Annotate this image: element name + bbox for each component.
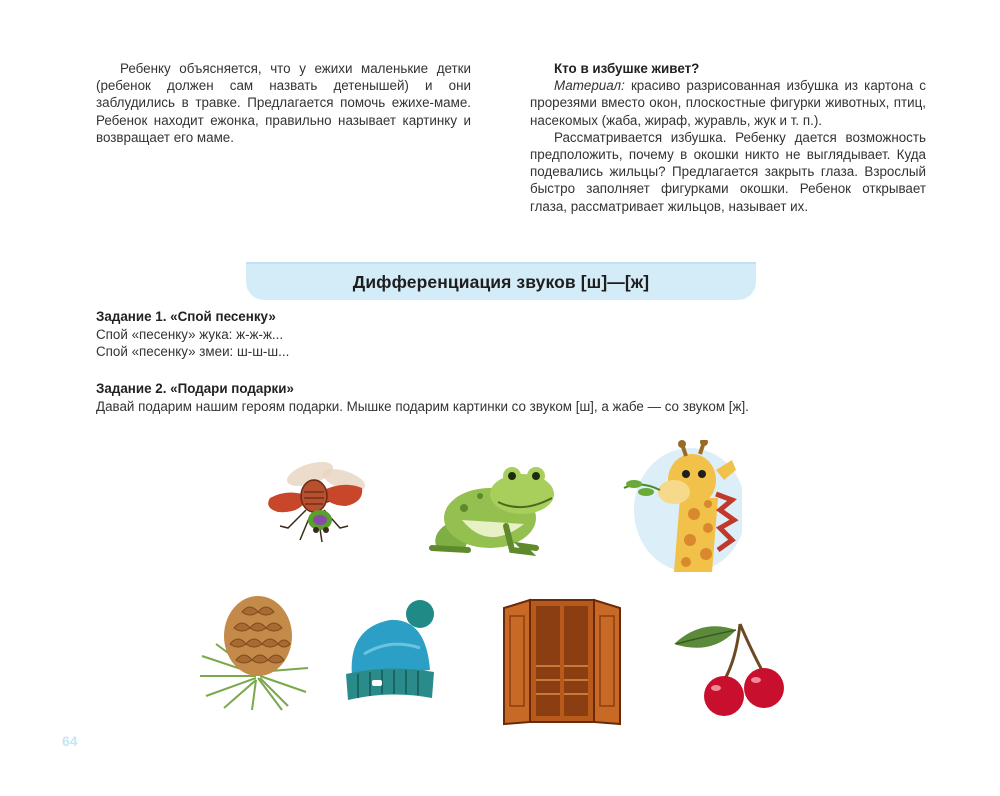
beetle-picture <box>258 458 370 550</box>
task-1-line-2: Спой «песенку» змеи: ш-ш-ш... <box>96 344 290 359</box>
task-2-title: Задание 2. «Подари подарки» <box>96 381 294 396</box>
section-title: Дифференциация звуков [ш]—[ж] <box>352 272 650 292</box>
section-banner <box>246 262 756 302</box>
material-paragraph <box>530 77 926 129</box>
pine-cone-picture <box>196 592 316 712</box>
left-column <box>96 60 471 146</box>
right-column <box>530 60 926 215</box>
wardrobe-picture <box>500 596 624 726</box>
giraffe-picture <box>620 440 742 574</box>
material-text: красиво разрисованная избушка из картона с прорезями вместо окон, плоскостные фигурки животных, птиц, насекомых (жаба, жираф, журавль, жук и т. п.). <box>530 78 926 128</box>
material-label: Материал: <box>554 78 625 94</box>
cherries-picture <box>666 612 792 720</box>
knit-hat-picture <box>344 598 440 706</box>
right-paragraph: Рассматривается избушка. Ребенку дается возможность предположить, почему в окошки никто не выглядывает. Куда подевались жильцы? Предлагается закрыть глаза. Взрослый быстро заполняет фигурками окошки. Ребенок открывает глаза, рассматривает жильцов, называет их. <box>530 129 926 214</box>
right-heading: Кто в избушке живет? <box>554 61 700 76</box>
task-1-title: Задание 1. «Спой песенку» <box>96 309 276 324</box>
frog-picture <box>428 462 566 558</box>
left-paragraph: Ребенку объясняется, что у ежихи маленькие детки (ребенок должен сам назвать детенышей) и они заблудились в травке. Предлагается помочь ежихе-маме. Ребенок находит ежонка, правильно называет картинку и возвращает его маме. <box>96 61 471 145</box>
task-1-line-1: Спой «песенку» жука: ж-ж-ж... <box>96 326 284 342</box>
task-2 <box>96 380 749 415</box>
page-number: 64 <box>62 733 78 749</box>
task-2-line-1: Давай подарим нашим героям подарки. Мышке подарим картинки со звуком [ш], а жабе — со звуком [ж]. <box>96 398 749 414</box>
task-1 <box>96 308 289 361</box>
